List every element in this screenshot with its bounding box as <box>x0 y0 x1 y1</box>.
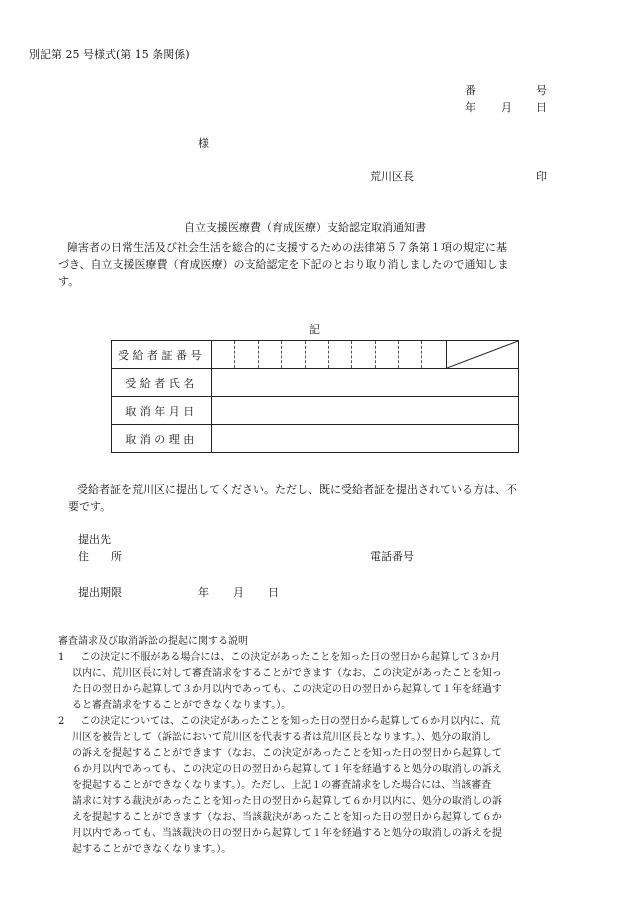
revocation-reason-cell <box>211 425 518 453</box>
digit-cell <box>399 341 422 368</box>
submit-phone-label: 電話番号 <box>370 550 414 563</box>
table-row <box>112 369 519 397</box>
note-1-line-3: た日の翌日から起算して３か月以内であっても、この決定の日の翌日から起算して１年を経過す <box>72 684 502 695</box>
submit-deadline-label: 提出期限 <box>78 586 122 599</box>
date-day: 日 <box>536 101 547 114</box>
body-line-2: づき、自立支援医療費（育成医療）の支給認定を下記のとおり取り消しましたので通知しま <box>58 258 509 271</box>
number-label: 番 <box>465 84 476 97</box>
recipient-name-cell <box>211 369 518 397</box>
digit-cell <box>329 341 352 368</box>
submit-address-label: 住 所 <box>78 550 122 563</box>
certificate-number-digits <box>211 341 446 369</box>
digit-cell <box>212 341 235 368</box>
table-row <box>112 397 519 425</box>
number-suffix: 号 <box>536 84 547 97</box>
digit-cell <box>422 341 445 368</box>
date-month: 月 <box>501 101 512 114</box>
deadline-year: 年 <box>198 586 209 599</box>
date-year: 年 <box>465 101 476 114</box>
digit-cell <box>306 341 329 368</box>
digit-cell <box>352 341 375 368</box>
deadline-month: 月 <box>233 586 244 599</box>
row-label-revocation-reason: 取消の理由 <box>112 425 212 453</box>
note-2-line-6: 請求に対する裁決があったことを知った日の翌日から起算して６か月以内に、処分の取消しの訴 <box>72 796 502 807</box>
issuer-name: 荒川区長 <box>370 170 414 183</box>
digit-cell <box>282 341 305 368</box>
diagonal-void-cell <box>446 341 518 369</box>
return-line-2: 要です。 <box>68 500 112 513</box>
notes-heading: 審査請求及び取消訴訟の提起に関する説明 <box>58 636 248 647</box>
ki-label: 記 <box>309 323 320 336</box>
table-row <box>112 425 519 453</box>
note-1-line-4: ると審査請求をすることができなくなります。）。 <box>72 700 292 711</box>
note-2-line-1: 2 この決定については、この決定があったことを知った日の翌日から起算して６か月以内に、荒 <box>58 716 501 727</box>
note-2-line-9: 起することができなくなります。）。 <box>72 844 232 855</box>
note-2-line-5: を提起することができなくなります。）。ただし、上記１の審査請求をした場合には、当該審査 <box>72 780 492 791</box>
note-1-number: 1 <box>58 652 65 663</box>
digit-cell <box>376 341 399 368</box>
row-label-revocation-date: 取消年月日 <box>112 397 212 425</box>
body-line-3: す。 <box>58 275 80 288</box>
note-2-line-4: ６か月以内であっても、この決定の日の翌日から起算して１年を経過すると処分の取消しの訴え <box>72 764 502 775</box>
note-1-line-2: 以内に、荒川区長に対して審査請求をすることができます（なお、この決定があったことを知っ <box>72 668 502 679</box>
note-1-line-1: 1 この決定に不服がある場合には、この決定があったことを知った日の翌日から起算して３か月 <box>58 652 501 663</box>
form-id: 別記第 25 号様式(第 15 条関係) <box>29 48 190 61</box>
revocation-date-cell <box>211 397 518 425</box>
note-2-number: 2 <box>58 716 65 727</box>
note-2-line-7: えを提起することができます（なお、当該裁決があったことを知った日の翌日から起算して６か <box>72 812 502 823</box>
seal-mark: 印 <box>536 170 547 183</box>
addressee-suffix: 様 <box>198 137 209 150</box>
table-row <box>112 341 519 369</box>
note-2-line-3: の訴えを提起することができます（なお、この決定があったことを知った日の翌日から起算して <box>72 748 502 759</box>
return-line-1: 受給者証を荒川区に提出してください。ただし、既に受給者証を提出されている方は、不 <box>77 483 517 496</box>
document-title: 自立支援医療費（育成医療）支給認定取消通知書 <box>184 221 426 234</box>
row-label-recipient-name: 受給者氏名 <box>112 369 212 397</box>
deadline-day: 日 <box>268 586 279 599</box>
digit-cell <box>259 341 282 368</box>
note-2-line-2: 川区を被告として（訴訟において荒川区を代表する者は荒川区長となります。）、処分の取消し <box>72 732 492 743</box>
notes-section <box>58 634 502 858</box>
body-line-1: 障害者の日常生活及び社会生活を総合的に支援するための法律第５７条第１項の規定に基 <box>67 241 507 254</box>
submit-heading: 提出先 <box>78 533 111 546</box>
note-2-line-8: 月以内であっても、当該裁決の日の翌日から起算して１年を経過すると処分の取消しの訴えを提 <box>72 828 502 839</box>
row-label-certificate-number: 受給者証番号 <box>112 341 212 369</box>
digit-cell <box>235 341 258 368</box>
record-table <box>111 340 519 453</box>
